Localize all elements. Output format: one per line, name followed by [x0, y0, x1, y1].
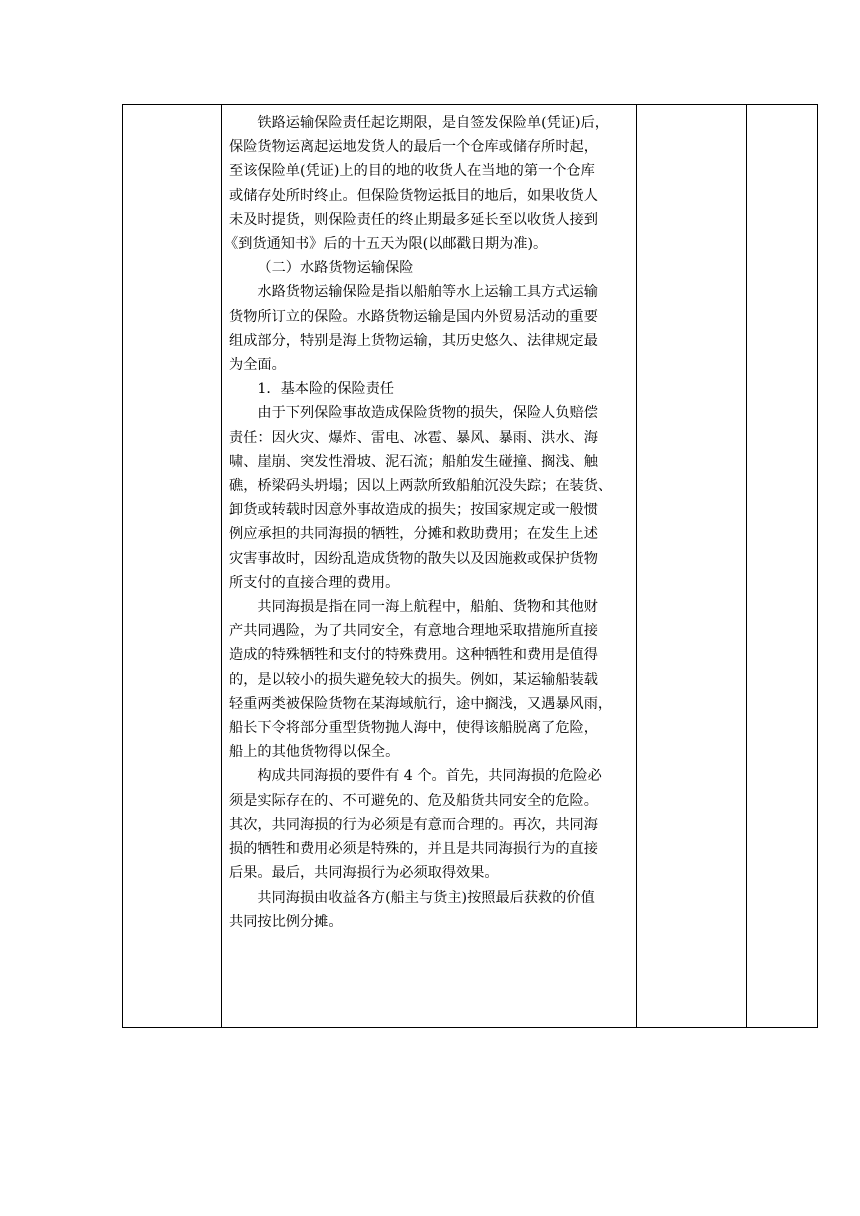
text-line: 保险货物运离起运地发货人的最后一个仓库或储存所时起， — [229, 139, 598, 156]
text-line: 共同按比例分摊。 — [229, 913, 343, 930]
text-line: 产共同遇险，为了共同安全，有意地合理地采取措施所直接 — [229, 623, 598, 640]
text-line: 水路货物运输保险是指以船舶等水上运输工具方式运输 — [257, 284, 598, 301]
requirements-paragraph — [229, 764, 630, 885]
text-line: 《到货通知书》后的十五天为限(以邮戳日期为准)。 — [224, 236, 548, 253]
rail-insurance-paragraph — [224, 111, 630, 256]
text-line: 构成共同海损的要件有 4 个。首先，共同海损的危险必 — [257, 768, 602, 785]
water-transport-heading: （二）水路货物运输保险 — [257, 260, 414, 277]
text-line: 损的牺牲和费用必须是特殊的，并且是共同海损行为的直接 — [229, 841, 598, 858]
text-line: 组成部分，特别是海上货物运输，其历史悠久、法律规定最 — [229, 332, 598, 349]
text-line: 共同海损由收益各方(船主与货主)按照最后获救的价值 — [257, 889, 595, 906]
text-line: 啸、崖崩、突发性滑坡、泥石流；船舶发生碰撞、搁浅、触 — [229, 453, 598, 470]
text-line: 船上的其他货物得以保全。 — [229, 744, 400, 761]
right-empty-cell-1 — [637, 105, 747, 1028]
apportionment-paragraph — [229, 886, 630, 934]
general-average-paragraph — [229, 595, 630, 764]
text-line: 灾害事故时，因纷乱造成货物的散失以及因施救或保护货物 — [229, 550, 598, 567]
content-cell — [222, 105, 637, 1028]
text-line: 共同海损是指在同一海上航程中，船舶、货物和其他财 — [257, 599, 598, 616]
text-line: 造成的特殊牺牲和支付的特殊费用。这种牺牲和费用是值得 — [229, 647, 598, 664]
basic-coverage-paragraph — [229, 401, 630, 595]
right-empty-cell-2 — [747, 105, 818, 1028]
text-line: 后果。最后，共同海损行为必须取得效果。 — [229, 865, 499, 882]
text-line: 货物所订立的保险。水路货物运输是国内外贸易活动的重要 — [229, 308, 598, 325]
text-line: 或储存处所时终止。但保险货物运抵目的地后，如果收货人 — [229, 187, 598, 204]
text-line: 须是实际存在的、不可避免的、危及船货共同安全的危险。 — [229, 792, 598, 809]
text-line: 船长下令将部分重型货物抛人海中，使得该船脱离了危险， — [229, 720, 598, 737]
text-line: 其次，共同海损的行为必须是有意而合理的。再次，共同海 — [229, 816, 598, 833]
content-body — [222, 105, 636, 1027]
text-line: 为全面。 — [229, 357, 286, 374]
table-row — [123, 105, 818, 1028]
text-line: 的，是以较小的损失避免较大的损失。例如，某运输船装载 — [229, 671, 598, 688]
basic-coverage-heading: 1．基本险的保险责任 — [257, 381, 395, 398]
text-line: 礁，桥梁码头坍塌；因以上两款所致船舶沉没失踪；在装货、 — [229, 478, 613, 495]
document-table — [122, 104, 818, 1028]
text-line: 至该保险单(凭证)上的目的地的收货人在当地的第一个仓库 — [229, 163, 595, 180]
text-line: 例应承担的共同海损的牺牲，分摊和救助费用；在发生上述 — [229, 526, 598, 543]
left-empty-cell — [123, 105, 222, 1028]
water-intro-paragraph — [229, 280, 630, 377]
text-line: 未及时提货，则保险责任的终止期最多延长至以收货人接到 — [229, 211, 598, 228]
text-line: 由于下列保险事故造成保险货物的损失，保险人负赔偿 — [257, 405, 598, 422]
text-line: 轻重两类被保险货物在某海域航行，途中搁浅，又遇暴风雨， — [229, 695, 613, 712]
text-line: 所支付的直接合理的费用。 — [229, 574, 400, 591]
text-line: 责任：因火灾、爆炸、雷电、冰雹、暴风、暴雨、洪水、海 — [229, 429, 598, 446]
text-line: 卸货或转载时因意外事故造成的损失；按国家规定或一般惯 — [229, 502, 598, 519]
text-line: 铁路运输保险责任起讫期限，是自签发保险单(凭证)后， — [257, 115, 609, 131]
